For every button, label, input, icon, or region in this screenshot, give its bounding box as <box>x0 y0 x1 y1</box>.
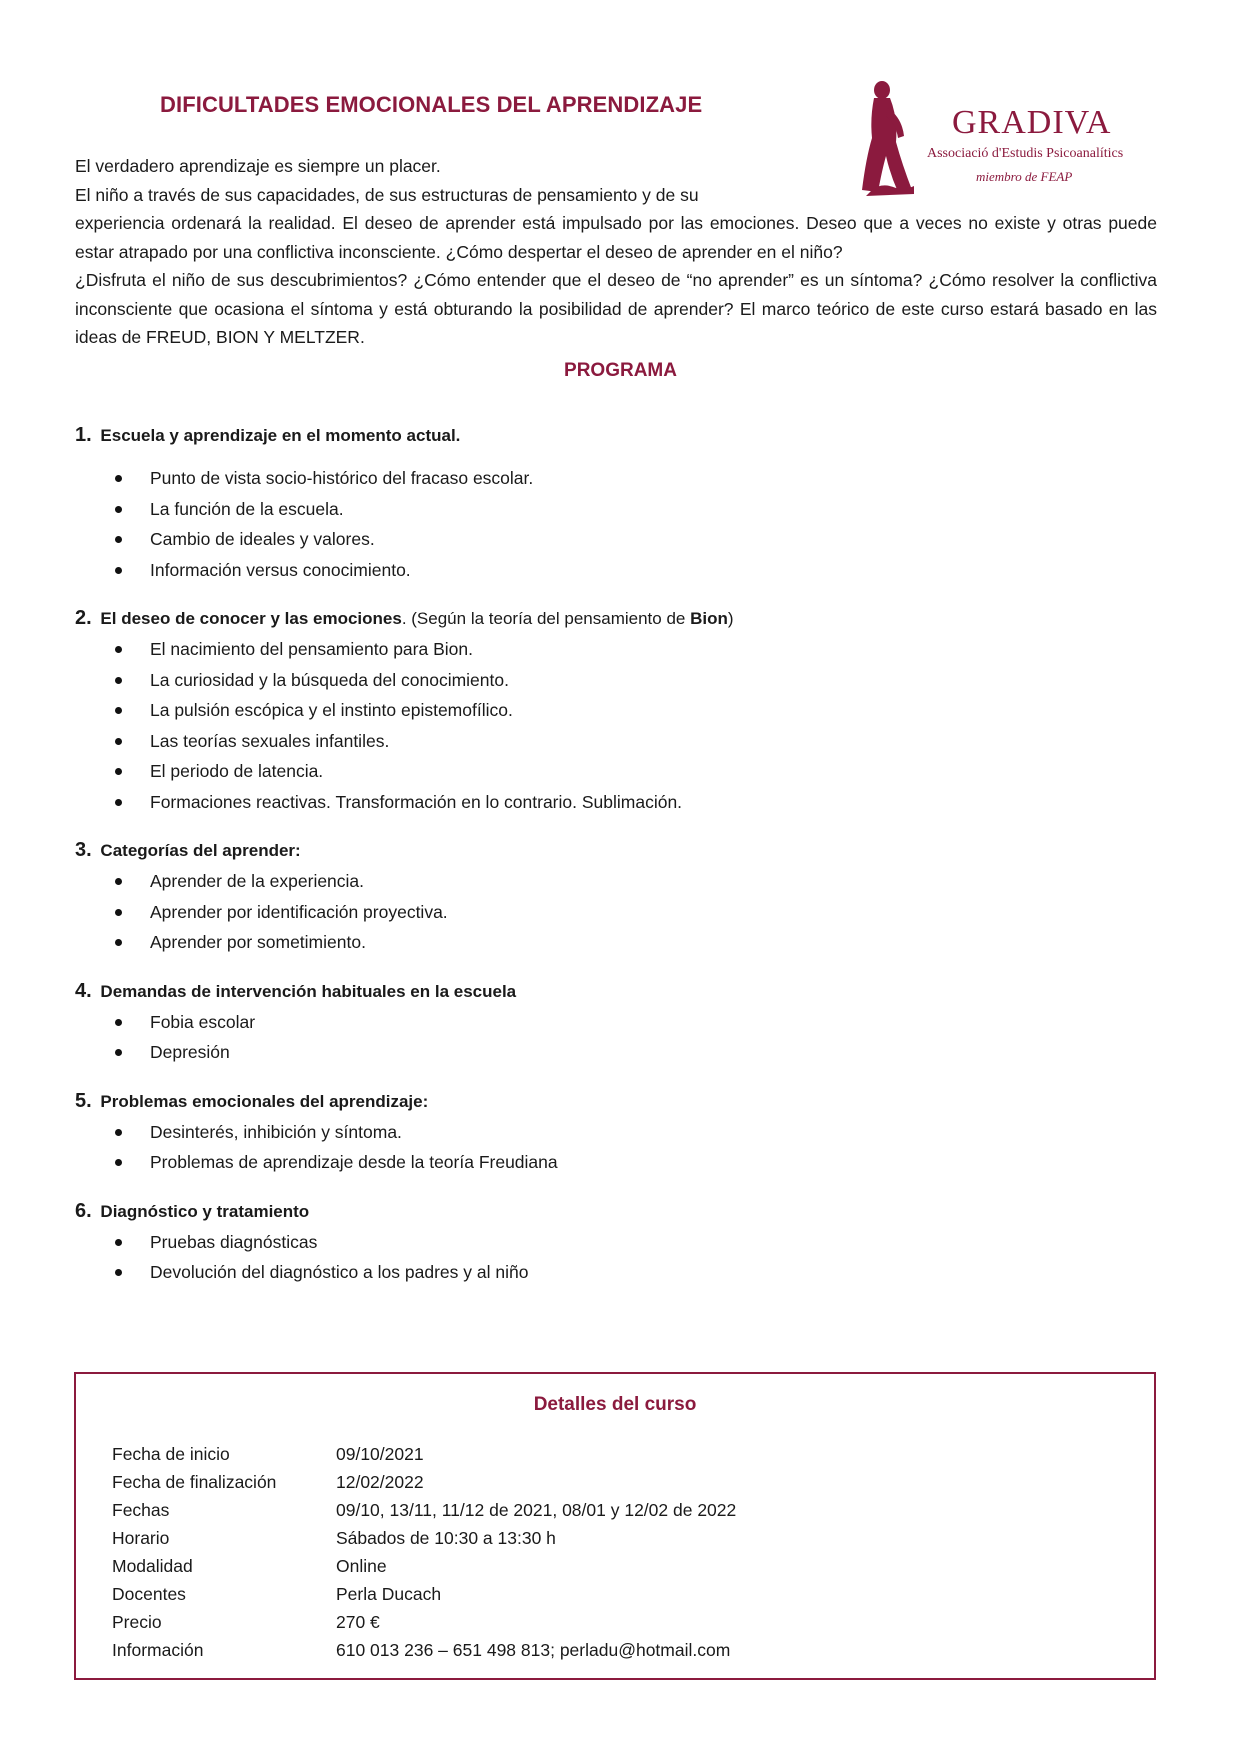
table-row <box>112 1468 736 1496</box>
intro-line-2: El niño a través de sus capacidades, de sus estructuras de pensamiento y de su <box>75 184 699 205</box>
list-item: Devolución del diagnóstico a los padres y al niño <box>75 1257 1165 1288</box>
section-note-bold: Bion <box>690 609 728 628</box>
list-item: Aprender por sometimiento. <box>75 927 1165 958</box>
table-row <box>112 1440 736 1468</box>
intro-paragraph-3: ¿Disfruta el niño de sus descubrimientos? ¿Cómo entender que el deseo de “no aprender” es un síntoma? ¿Cómo resolver la conflictiva inconsciente que ocasiona el síntoma y está obturando la posibilidad de aprender? El marco teórico de este curso estará basado en las ideas de FREUD, BION Y MELTZER. <box>75 270 1157 347</box>
section-1 <box>75 420 1165 585</box>
bullet-list <box>75 1007 1165 1068</box>
bullet-list <box>75 1117 1165 1178</box>
detail-label: Fecha de inicio <box>112 1444 230 1464</box>
list-item: Pruebas diagnósticas <box>75 1227 1165 1258</box>
list-item: Fobia escolar <box>75 1007 1165 1038</box>
section-heading <box>75 1086 1165 1117</box>
detail-label: Fecha de finalización <box>112 1472 277 1492</box>
intro-text <box>75 152 1157 352</box>
detail-value: Online <box>336 1556 387 1576</box>
detail-value: 270 € <box>336 1612 380 1632</box>
list-item: La curiosidad y la búsqueda del conocimiento. <box>75 665 1165 696</box>
table-row <box>112 1608 736 1636</box>
logo-name: GRADIVA <box>952 104 1112 141</box>
section-title: Categorías del aprender: <box>100 841 301 860</box>
bullet-list <box>75 634 1165 817</box>
detail-label: Información <box>112 1640 204 1660</box>
table-row <box>112 1524 736 1552</box>
detail-label: Horario <box>112 1528 170 1548</box>
bullet-list <box>75 1227 1165 1288</box>
section-heading <box>75 1196 1165 1227</box>
section-title: Demandas de intervención habituales en la escuela <box>100 981 517 1001</box>
section-number: 5. <box>75 1089 92 1112</box>
intro-paragraph-2: experiencia ordenará la realidad. El deseo de aprender está impulsado por las emociones. Deseo que a veces no existe y otras puede estar atrapado por una conflictiva inconsciente. ¿Cómo despertar el deseo de aprender en el niño? <box>75 213 1157 262</box>
section-number: 3. <box>75 839 92 861</box>
section-heading <box>75 976 1165 1007</box>
section-number: 6. <box>75 1199 92 1222</box>
section-heading <box>75 420 1165 451</box>
list-item: Información versus conocimiento. <box>75 555 1165 586</box>
list-item: Aprender de la experiencia. <box>75 866 1165 897</box>
detail-label: Fechas <box>112 1500 170 1520</box>
list-item: Punto de vista socio-histórico del fracaso escolar. <box>75 463 1165 494</box>
detail-value: 09/10/2021 <box>336 1444 424 1464</box>
section-number: 1. <box>75 424 92 446</box>
section-6 <box>75 1196 1165 1288</box>
detail-label: Modalidad <box>112 1556 193 1576</box>
section-2 <box>75 603 1165 817</box>
section-title: Diagnóstico y tratamiento <box>100 1201 310 1221</box>
section-title: Problemas emocionales del aprendizaje: <box>100 1091 429 1111</box>
list-item: La pulsión escópica y el instinto epistemofílico. <box>75 695 1165 726</box>
list-item: Aprender por identificación proyectiva. <box>75 897 1165 928</box>
detail-label: Docentes <box>112 1584 186 1604</box>
detail-label: Precio <box>112 1612 162 1632</box>
document-title: DIFICULTADES EMOCIONALES DEL APRENDIZAJE <box>160 92 703 117</box>
section-note-prefix: . (Según la teoría del pensamiento de <box>401 609 691 628</box>
course-details-title: Detalles del curso <box>533 1394 697 1415</box>
bullet-list <box>75 463 1165 585</box>
detail-value: 09/10, 13/11, 11/12 de 2021, 08/01 y 12/02 de 2022 <box>336 1500 737 1520</box>
section-title: El deseo de conocer y las emociones <box>100 609 402 628</box>
intro-line-1: El verdadero aprendizaje es siempre un placer. <box>75 156 441 176</box>
list-item: La función de la escuela. <box>75 494 1165 525</box>
list-item: El periodo de latencia. <box>75 756 1165 787</box>
bullet-list <box>75 866 1165 958</box>
section-number: 4. <box>75 979 92 1002</box>
detail-value: Perla Ducach <box>336 1584 442 1604</box>
table-row <box>112 1552 736 1580</box>
logo-subtitle: Associació d'Estudis Psicoanalítics <box>927 146 1124 161</box>
list-item: El nacimiento del pensamiento para Bion. <box>75 634 1165 665</box>
table-row <box>112 1496 736 1524</box>
section-3 <box>75 835 1165 958</box>
section-heading <box>75 835 1165 866</box>
logo-member: miembro de FEAP <box>976 169 1073 184</box>
table-row <box>112 1636 736 1664</box>
course-details-table <box>112 1440 736 1664</box>
course-details-box <box>74 1372 1156 1680</box>
program-sections <box>75 420 1165 1306</box>
list-item: Depresión <box>75 1037 1165 1068</box>
section-4 <box>75 976 1165 1068</box>
list-item: Cambio de ideales y valores. <box>75 524 1165 555</box>
programa-heading: PROGRAMA <box>564 360 677 381</box>
section-note-suffix: ) <box>727 609 734 628</box>
list-item: Formaciones reactivas. Transformación en lo contrario. Sublimación. <box>75 787 1165 818</box>
detail-value: 12/02/2022 <box>336 1472 424 1492</box>
detail-value: 610 013 236 – 651 498 813; perladu@hotmail.com <box>336 1640 731 1660</box>
section-title: Escuela y aprendizaje en el momento actual. <box>100 426 461 445</box>
section-number: 2. <box>75 607 92 629</box>
table-row <box>112 1580 736 1608</box>
list-item: Problemas de aprendizaje desde la teoría Freudiana <box>75 1147 1165 1178</box>
list-item: Desinterés, inhibición y síntoma. <box>75 1117 1165 1148</box>
section-5 <box>75 1086 1165 1178</box>
detail-value: Sábados de 10:30 a 13:30 h <box>336 1528 556 1548</box>
list-item: Las teorías sexuales infantiles. <box>75 726 1165 757</box>
section-heading <box>75 603 1165 634</box>
